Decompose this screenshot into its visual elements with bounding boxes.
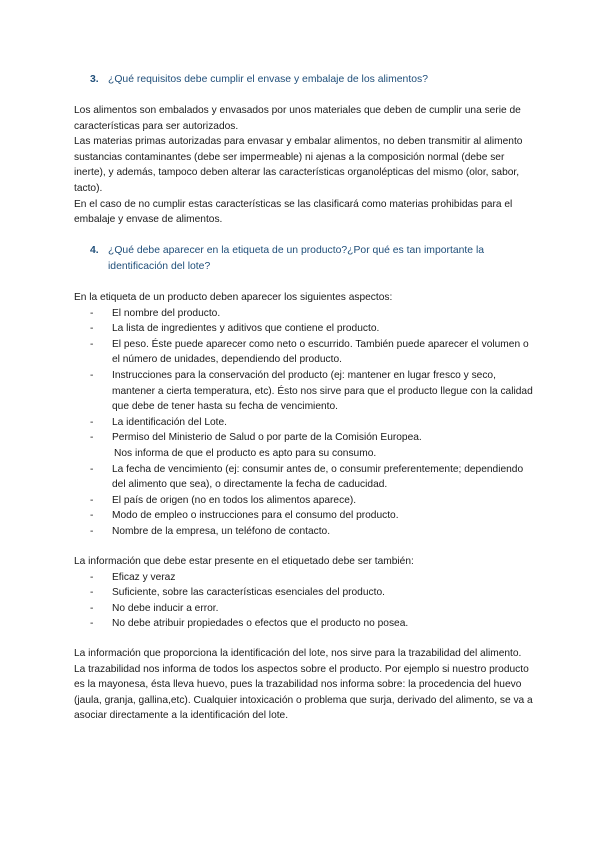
section-3-paragraph-3: En el caso de no cumplir estas características se las clasificará como materias prohibidas para el embalaje y envase de alimentos. bbox=[74, 198, 513, 226]
permiso-note: Nos informa de que el producto es apto para su consumo. bbox=[114, 447, 377, 459]
list-item: - El peso. Éste puede aparecer como neto o escurrido. También puede aparecer el volumen o el número de unidades, dependiendo del producto. bbox=[90, 338, 529, 366]
section-4-number: 4. bbox=[90, 245, 99, 256]
label-intro: En la etiqueta de un producto deben aparecer los siguientes aspectos: bbox=[74, 292, 393, 303]
list-item: - Suficiente, sobre las características esenciales del producto. bbox=[90, 587, 385, 599]
section-3-body bbox=[74, 103, 534, 228]
lot-conclusion bbox=[74, 646, 534, 724]
labeling-requirements bbox=[74, 554, 534, 632]
list-item: - La lista de ingredientes y aditivos que contiene el producto. bbox=[90, 323, 380, 335]
label-aspects-list bbox=[74, 306, 534, 540]
section-4-title: ¿Qué debe aparecer en la etiqueta de un producto?¿Por qué es tan importante la identificación del lote? bbox=[108, 245, 485, 272]
list-item: - Nombre de la empresa, un teléfono de contacto. bbox=[90, 525, 331, 537]
list-item: - El país de origen (no en todos los alimentos aparece). bbox=[90, 494, 357, 506]
list-item: - Permiso del Ministerio de Salud o por parte de la Comisión Europea. Nos informa de que el producto es apto para su consumo. bbox=[74, 430, 534, 461]
list-item: - No debe atribuir propiedades o efectos que el producto no posea. bbox=[90, 618, 409, 630]
section-3-title: ¿Qué requisitos debe cumplir el envase y embalaje de los alimentos? bbox=[108, 74, 428, 85]
section-4-body bbox=[74, 290, 534, 540]
section-3-number: 3. bbox=[90, 74, 99, 85]
list-item: - Eficaz y veraz bbox=[90, 571, 176, 583]
list-item: - No debe inducir a error. bbox=[90, 602, 219, 614]
labeling-intro: La información que debe estar presente en el etiquetado debe ser también: bbox=[74, 556, 414, 567]
section-3-paragraph-1: Los alimentos son embalados y envasados por unos materiales que deben de cumplir una serie de características para ser autorizados. bbox=[74, 105, 521, 132]
section-3-paragraph-2: Las materias primas autorizadas para envasar y embalar alimentos, no deben transmitir al alimento sustancias contaminantes (debe ser impermeable) ni ajenas a la composición normal (debe ser inerte), y además, tampoco deben alterar las características organolépticas del mismo (olor, sabor, tacto). bbox=[74, 136, 523, 194]
list-item: - El nombre del producto. bbox=[90, 307, 221, 319]
list-item: - La identificación del Lote. bbox=[90, 416, 227, 428]
labeling-requirements-list bbox=[74, 570, 534, 632]
list-item: - Instrucciones para la conservación del producto (ej: mantener en lugar fresco y seco, mantener a cierta temperatura, etc). Ésto nos sirve para que el producto llegue con la calidad que debe de tener hasta su fecha de vencimiento. bbox=[90, 369, 533, 413]
conclusion-paragraph-2: La trazabilidad nos informa de todos los aspectos sobre el producto. Por ejemplo si nuestro producto es la mayonesa, ésta lleva huevo, pues la trazabilidad nos informa sobre: la procedencia del huevo (jaula, granja, gallina,etc). Cualquier intoxicación o problema que surja, derivado del alimento, se va a asociar directamente a la identificación del lote. bbox=[74, 663, 533, 722]
conclusion-paragraph-1: La información que proporciona la identificación del lote, nos sirve para la trazabilidad del alimento. bbox=[74, 648, 522, 659]
list-item: - La fecha de vencimiento (ej: consumir antes de, o consumir preferentemente; dependiendo del alimento que sea), o directamente la fecha de caducidad. bbox=[90, 463, 524, 491]
section-3-heading bbox=[90, 72, 540, 88]
section-4-heading bbox=[90, 243, 540, 275]
list-item: - Modo de empleo o instrucciones para el consumo del producto. bbox=[90, 510, 399, 522]
